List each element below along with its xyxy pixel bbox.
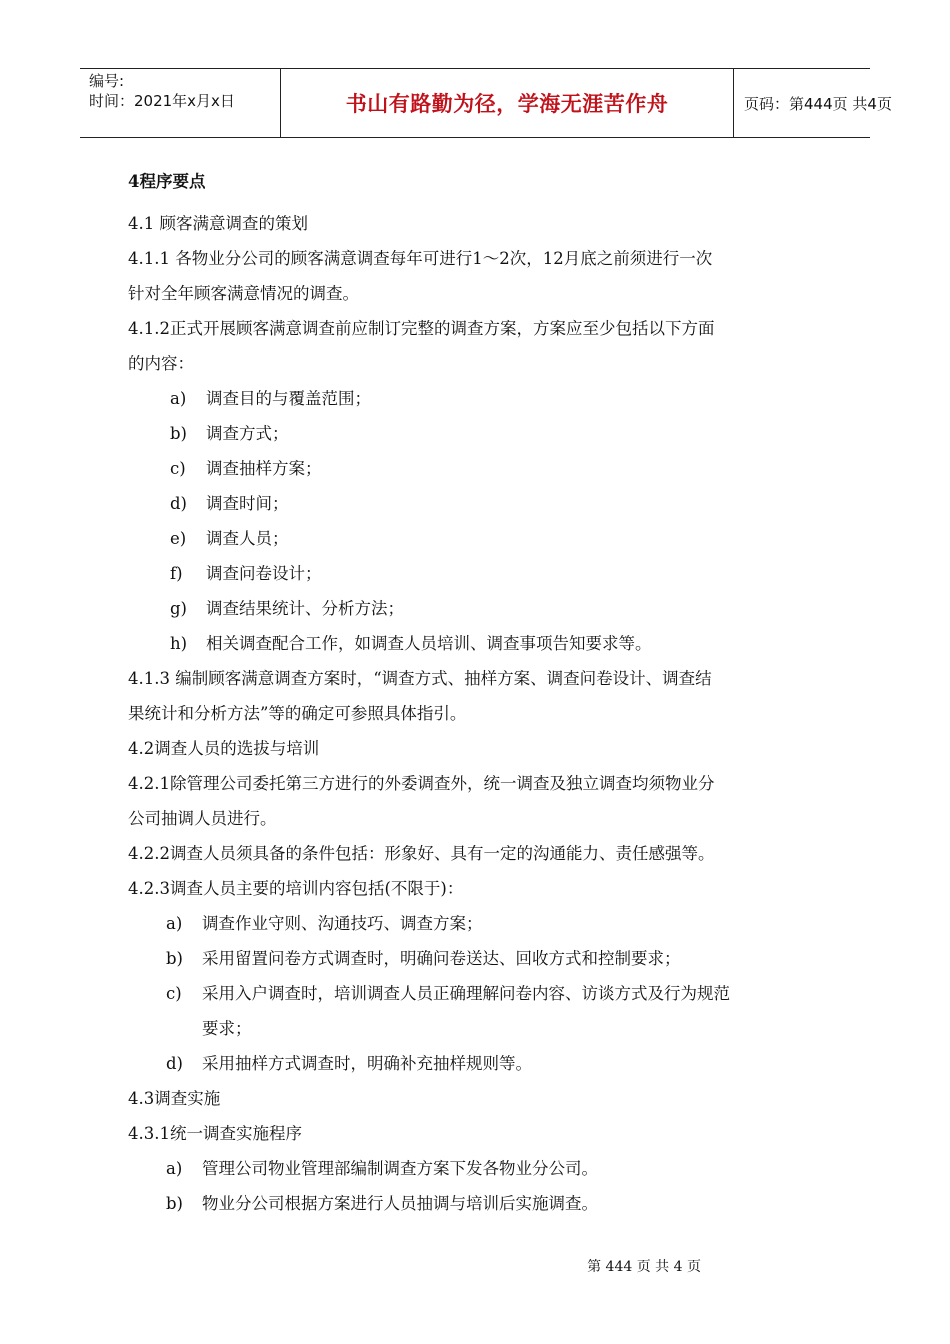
list-item-text: 调查作业守则、沟通技巧、调查方案； — [202, 914, 483, 933]
list-marker: g) — [170, 599, 187, 618]
paragraph-line: 4.2.2调查人员须具备的条件包括：形象好、具有一定的沟通能力、责任感强等。 — [128, 844, 715, 863]
list-marker: a) — [166, 914, 183, 933]
list-marker: c) — [166, 984, 182, 1003]
list-item-text: 调查方式； — [206, 424, 289, 443]
list-item — [170, 632, 652, 656]
time-label: 时间：2021年x月x日 — [89, 92, 235, 110]
list-marker: d) — [166, 1054, 183, 1073]
list-item-text: 采用抽样方式调查时，明确补充抽样规则等。 — [202, 1054, 532, 1073]
paragraph-line: 4.2.3调查人员主要的培训内容包括(不限于)： — [128, 879, 464, 898]
list-marker: b) — [166, 1194, 183, 1213]
paragraph-line: 4.1.2正式开展顾客满意调查前应制订完整的调查方案，方案应至少包括以下方面 — [128, 319, 715, 338]
list-marker: d) — [170, 494, 187, 513]
page-footer — [0, 1256, 950, 1276]
list-item — [166, 947, 681, 971]
document-header — [80, 68, 892, 138]
list-item — [166, 1052, 532, 1076]
list-item — [166, 1157, 598, 1181]
list-marker: c) — [170, 459, 186, 478]
list-item-text: 相关调查配合工作，如调查人员培训、调查事项告知要求等。 — [206, 634, 652, 653]
paragraph-line: 果统计和分析方法”等的确定可参照具体指引。 — [128, 704, 467, 723]
list-item-continuation: 要求； — [202, 1019, 252, 1038]
list-item-text: 采用留置问卷方式调查时，明确问卷送达、回收方式和控制要求； — [202, 949, 681, 968]
list-item — [166, 1192, 598, 1216]
page-label: 页码：第444页 共4页 — [744, 94, 892, 113]
paragraph-line: 4.2.1除管理公司委托第三方进行的外委调查外，统一调查及独立调查均须物业分 — [128, 774, 715, 793]
motto-cell — [280, 69, 734, 137]
list-marker: a) — [170, 389, 187, 408]
list-item — [170, 387, 371, 411]
subsection-heading: 4.3调查实施 — [128, 1089, 221, 1108]
page-cell — [732, 69, 892, 137]
motto-text: 书山有路勤为径，学海无涯苦作舟 — [345, 92, 669, 116]
footer-page-number: 第 444 页 共 4 页 — [587, 1259, 701, 1275]
header-meta-cell — [80, 69, 280, 137]
paragraph-line: 4.1.1 各物业分公司的顾客满意调查每年可进行1～2次，12月底之前须进行一次 — [128, 249, 713, 268]
list-item — [170, 597, 404, 621]
list-item — [170, 527, 289, 551]
list-marker: b) — [170, 424, 187, 443]
subsection-heading: 4.1 顾客满意调查的策划 — [128, 214, 308, 233]
list-marker: a) — [166, 1159, 183, 1178]
list-marker: e) — [170, 529, 187, 548]
paragraph-line: 4.3.1统一调查实施程序 — [128, 1124, 302, 1143]
paragraph-line: 公司抽调人员进行。 — [128, 809, 277, 828]
list-item — [166, 982, 730, 1006]
paragraph-line: 针对全年顾客满意情况的调查。 — [128, 284, 359, 303]
section-heading: 4程序要点 — [128, 172, 206, 191]
list-item-text: 调查人员； — [206, 529, 289, 548]
list-item-text: 采用入户调查时，培训调查人员正确理解问卷内容、访谈方式及行为规范 — [202, 984, 730, 1003]
list-item-text: 调查目的与覆盖范围； — [206, 389, 371, 408]
list-item-text: 物业分公司根据方案进行人员抽调与培训后实施调查。 — [202, 1194, 598, 1213]
list-marker: b) — [166, 949, 183, 968]
list-item — [170, 457, 322, 481]
list-item-text: 调查结果统计、分析方法； — [206, 599, 404, 618]
list-item — [170, 562, 322, 586]
list-marker: f) — [170, 564, 183, 583]
list-item — [170, 422, 289, 446]
list-item — [166, 912, 483, 936]
number-label: 编号: — [89, 72, 125, 90]
list-marker: h) — [170, 634, 188, 653]
list-item-text: 调查问卷设计； — [206, 564, 322, 583]
paragraph-line: 的内容： — [128, 354, 194, 373]
list-item-text: 调查时间； — [206, 494, 289, 513]
subsection-heading: 4.2调查人员的选拔与培训 — [128, 739, 320, 758]
list-item-text: 管理公司物业管理部编制调查方案下发各物业分公司。 — [202, 1159, 598, 1178]
list-item-text: 调查抽样方案； — [206, 459, 322, 478]
list-item — [170, 492, 289, 516]
paragraph-line: 4.1.3 编制顾客满意调查方案时，“调查方式、抽样方案、调查问卷设计、调查结 — [128, 669, 712, 688]
